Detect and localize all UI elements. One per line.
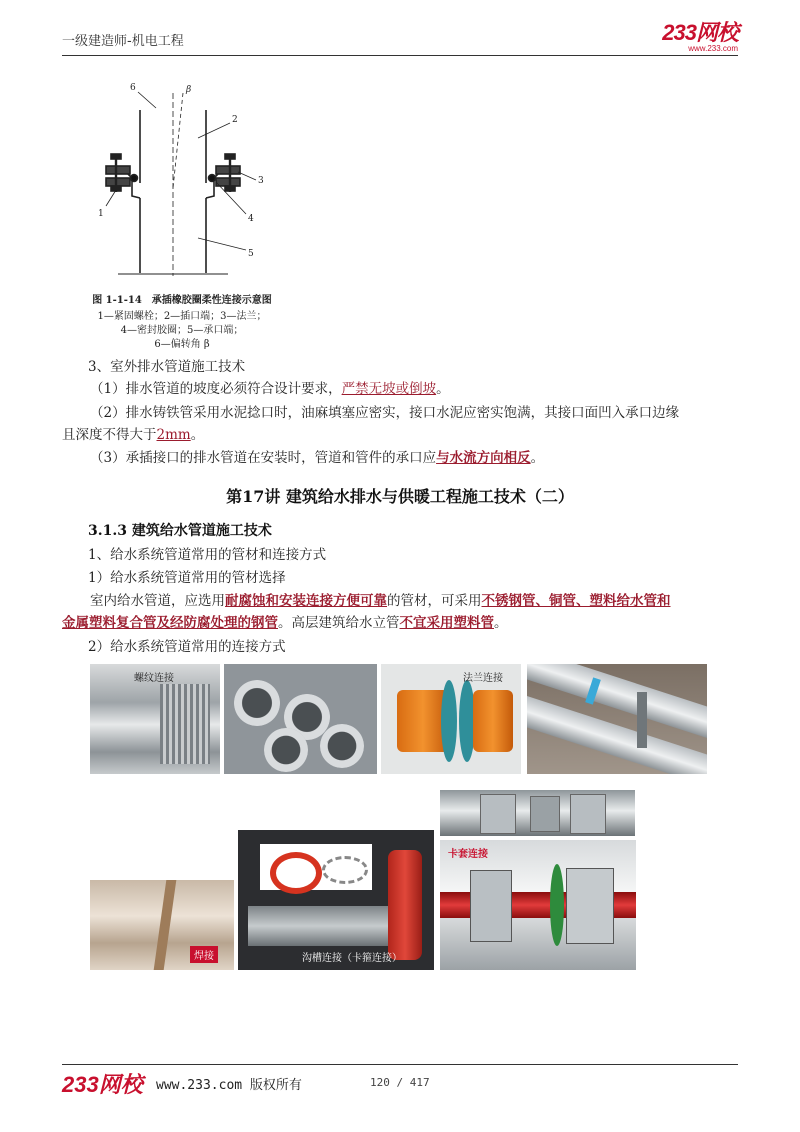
threaded-connection-photo bbox=[90, 664, 220, 774]
text: （3）承插接口的排水管道在安装时，管道和管件的承口应 bbox=[90, 450, 437, 466]
paragraph-socket-direction bbox=[62, 447, 738, 469]
fig-label-4: 4 bbox=[248, 214, 254, 224]
header-title: 一级建造师-机电工程 bbox=[62, 34, 184, 49]
footer-divider bbox=[62, 1064, 738, 1065]
highlight-opposite-flow: 与水流方向相反 bbox=[436, 450, 531, 466]
flange-connection-label: 法兰连接 bbox=[463, 673, 503, 684]
page-number: 120 / 417 bbox=[370, 1076, 430, 1089]
text: 室内给水管道，应选用 bbox=[90, 593, 225, 609]
figure-caption-legend-3: 6—偏转角 β bbox=[154, 339, 210, 350]
section-outdoor-drainage-title: 3、室外排水管道施工技术 bbox=[88, 359, 246, 375]
section-title: 3.1.3 建筑给水管道施工技术 bbox=[88, 523, 272, 539]
text: 。 bbox=[530, 450, 545, 466]
flange-connection-photo bbox=[381, 664, 521, 774]
footer-copyright: www.233.com 版权所有 bbox=[156, 1078, 302, 1093]
paragraph-cast-iron-line1: （2）排水铸铁管采用水泥捻口时，油麻填塞应密实，接口水泥应密实饱满，其接口面凹入承口边缘 bbox=[90, 405, 680, 421]
compression-fitting-photo-top bbox=[440, 790, 635, 836]
highlight-corrosion-resistant: 耐腐蚀和安装连接方便可靠 bbox=[225, 593, 387, 609]
lecture-title: 第17讲 建筑给水排水与供暖工程施工技术（二） bbox=[226, 487, 574, 506]
text: 。 bbox=[494, 615, 508, 631]
fig-label-3: 3 bbox=[258, 176, 264, 186]
text: 。 bbox=[190, 427, 205, 443]
fig-label-1: 1 bbox=[98, 209, 104, 219]
grooved-connection-photo bbox=[238, 830, 434, 970]
highlight-composite-pipe: 金属塑料复合管及经防腐处理的钢管 bbox=[62, 615, 278, 631]
logo-text: 233网校 bbox=[662, 20, 738, 45]
rubber-ring-joint-diagram bbox=[88, 78, 288, 278]
highlight-2mm: 2mm bbox=[156, 427, 191, 443]
text: 且深度不得大于 bbox=[62, 427, 157, 443]
figure-caption-title: 图 1-1-14 承插橡胶圈柔性连接示意图 bbox=[92, 295, 272, 306]
brand-logo bbox=[662, 22, 738, 53]
paragraph-slope bbox=[62, 378, 738, 400]
list-item-materials: 1、给水系统管道常用的管材和连接方式 bbox=[88, 547, 327, 563]
compression-connection-label: 卡套连接 bbox=[448, 849, 488, 860]
paragraph-indoor-pipe-line1 bbox=[62, 590, 738, 612]
grooved-connection-label: 沟槽连接（卡箍连接） bbox=[302, 953, 402, 964]
fig-label-beta: β bbox=[186, 85, 192, 95]
compression-connection-photo bbox=[440, 840, 636, 970]
highlight-no-reverse-slope: 严禁无坡或倒坡 bbox=[341, 381, 437, 397]
text: 。 bbox=[436, 381, 450, 397]
list-item-connection-methods: 2）给水系统管道常用的连接方式 bbox=[88, 639, 286, 655]
highlight-pipe-types: 不锈钢管、铜管、塑料给水管和 bbox=[481, 593, 671, 609]
flanged-pipeline-photo bbox=[527, 664, 707, 774]
text: （1）排水管道的坡度必须符合设计要求， bbox=[90, 381, 342, 397]
paragraph-indoor-pipe-line2 bbox=[62, 612, 738, 634]
logo-url: www.233.com bbox=[688, 44, 738, 53]
paragraph-cast-iron-line2 bbox=[62, 424, 738, 446]
threaded-connection-label: 螺纹连接 bbox=[134, 673, 174, 684]
figure-caption-legend-1: 1—紧固螺栓；2—插口端；3—法兰； bbox=[97, 311, 267, 322]
fig-label-6: 6 bbox=[130, 83, 136, 93]
footer-logo: 233网校 bbox=[62, 1072, 143, 1097]
welded-label: 焊接 bbox=[190, 946, 218, 963]
fig-label-5: 5 bbox=[248, 249, 254, 259]
fig-label-2: 2 bbox=[232, 115, 238, 125]
text: 。高层建筑给水立管 bbox=[278, 615, 400, 631]
list-item-material-selection: 1）给水系统管道常用的管材选择 bbox=[88, 570, 286, 586]
galvanized-pipes-photo bbox=[224, 664, 377, 774]
figure-caption-legend-2: 4—密封胶圈；5—承口端； bbox=[120, 325, 244, 336]
text: 的管材，可采用 bbox=[387, 593, 482, 609]
header-divider bbox=[62, 55, 738, 56]
welded-pipes-photo bbox=[90, 880, 234, 970]
highlight-no-plastic: 不宜采用塑料管 bbox=[399, 615, 494, 631]
